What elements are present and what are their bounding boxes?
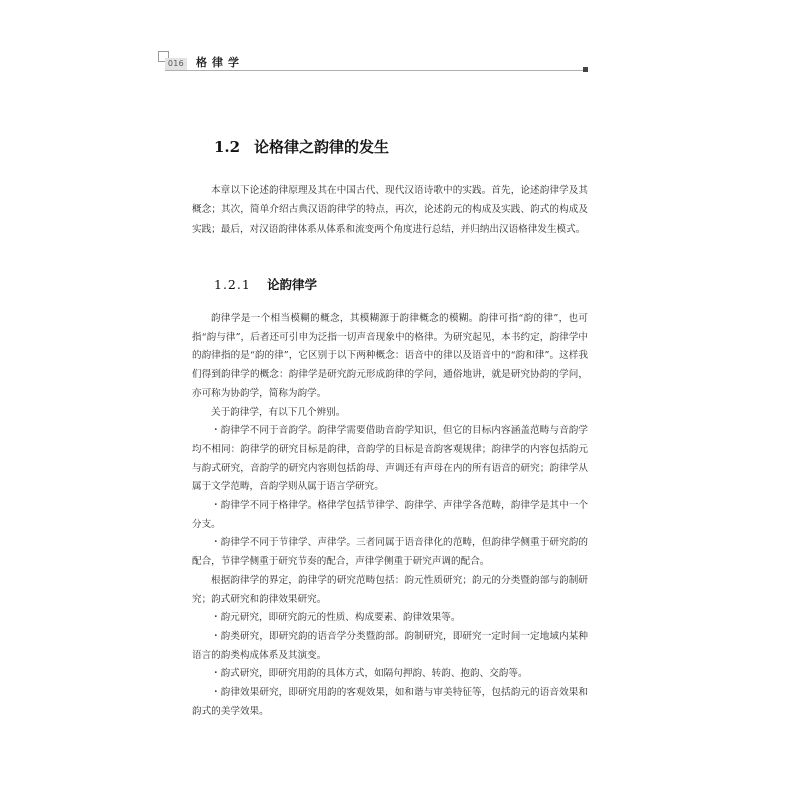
bullet-paragraph: ・韵律学不同于节律学、声律学。三者同属于语音律化的范畴，但韵律学侧重于研究韵的配合，节律学侧重于研究节奏的配合，声律学侧重于研究声调的配合。: [192, 537, 588, 568]
paragraph: 关于韵律学，有以下几个辨别。: [211, 406, 346, 418]
running-header: [158, 48, 590, 74]
section-title: 论格律之韵律的发生: [254, 138, 390, 156]
subsection-heading: [214, 275, 317, 293]
subsection-title: 论韵律学: [267, 277, 318, 292]
book-title: 格律学: [196, 56, 244, 69]
section-number: 1.2: [214, 138, 241, 156]
bullet-paragraph: ・韵律学不同于音韵学。韵律学需要借助音韵学知识，但它的目标内容涵盖范畴与音韵学均不相同：韵律学的研究目标是韵律，音韵学的目标是音韵客观规律；韵律学的内容包括韵元与韵式研究，音韵学的研究内容则包括韵母、声调还有声母在内的所有语音的研究；韵律学从属于文学范畴，音韵学则从属于语言学研究。: [192, 425, 588, 493]
bullet-paragraph: ・韵式研究，即研究用韵的具体方式，如隔句押韵、转韵、抱韵、交韵等。: [211, 668, 528, 680]
intro-paragraph: 本章以下论述韵律原理及其在中国古代、现代汉语诗歌中的实践。首先，论述韵律学及其概念；其次，简单介绍古典汉语韵律学的特点，再次，论述韵元的构成及实践、韵式的构成及实践；最后，对汉语韵律体系从体系和流变两个角度进行总结，并归纳出汉语格律发生模式。: [192, 185, 588, 235]
bullet-paragraph: ・韵类研究，即研究韵的语音学分类暨韵部。韵制研究，即研究一定时间一定地域内某种语言的韵类构成体系及其演变。: [192, 630, 588, 661]
paragraph: 根据韵律学的界定，韵律学的研究范畴包括：韵元性质研究；韵元的分类暨韵部与韵制研究；韵式研究和韵律效果研究。: [192, 574, 588, 605]
bullet-paragraph: ・韵律学不同于格律学。格律学包括节律学、韵律学、声律学各范畴，韵律学是其中一个分支。: [192, 500, 588, 530]
header-rule-end-mark: [583, 67, 588, 72]
section-heading: [214, 136, 389, 157]
page-number: 016: [165, 58, 187, 70]
body-text: [192, 310, 588, 721]
paragraph: 韵律学是一个相当模糊的概念，其模糊源于韵律概念的模糊。韵律可指“韵的律”，也可指“韵与律”，后者还可引申为泛指一切声音现象中的格律。为研究起见，本书约定，韵律学中的韵律指的是“韵的律”，它区别于以下两种概念：语音中的律以及语音中的“韵和律”。这样我们得到韵律学的概念：韵律学是研究韵元形成韵律的学问，通俗地讲，就是研究协韵的学问，亦可称为协韵学，简称为韵学。: [192, 313, 588, 399]
header-rule: [165, 70, 583, 71]
bullet-paragraph: ・韵元研究，即研究韵元的性质、构成要素、韵律效果等。: [211, 612, 461, 624]
bullet-paragraph: ・韵律效果研究，即研究用韵的客观效果，如和谐与审美特征等，包括韵元的语音效果和韵式的美学效果。: [192, 687, 588, 717]
subsection-number: 1.2.1: [214, 277, 251, 292]
